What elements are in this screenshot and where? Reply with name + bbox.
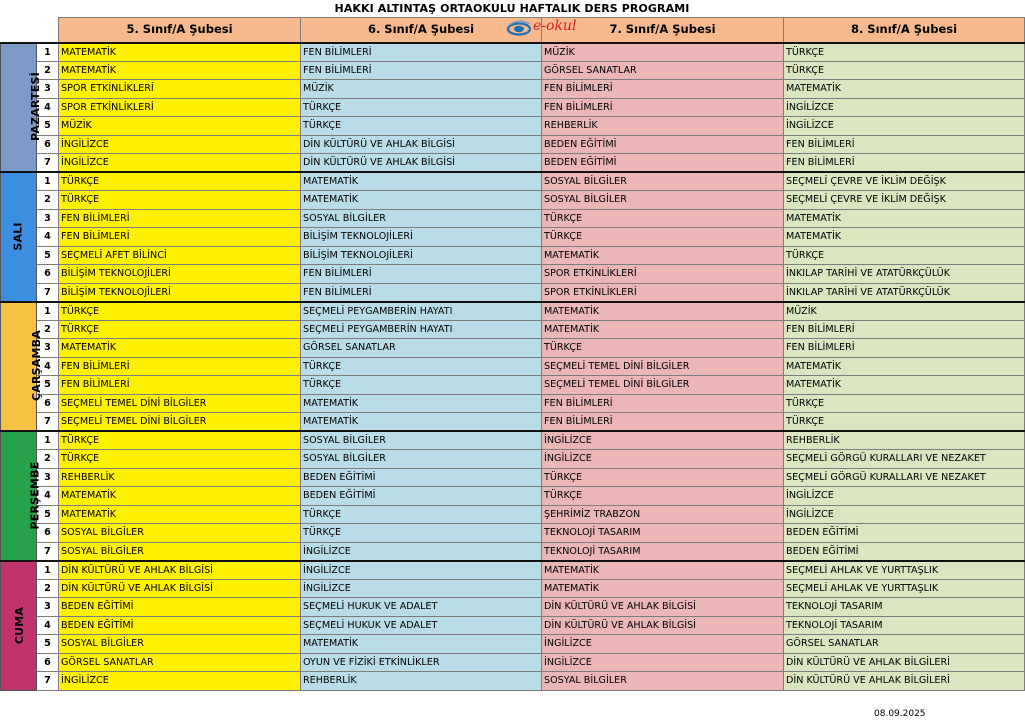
schedule-row [1, 117, 1025, 136]
period-number: 2 [37, 579, 59, 598]
schedule-row [1, 209, 1025, 228]
lesson-5a: SPOR ETKİNLİKLERİ [59, 98, 301, 117]
lesson-5a: SOSYAL BİLGİLER [59, 542, 301, 561]
schedule-row [1, 598, 1025, 617]
period-number: 1 [37, 561, 59, 580]
schedule-row [1, 487, 1025, 506]
lesson-7a: TÜRKÇE [542, 209, 784, 228]
lesson-5a: MATEMATİK [59, 487, 301, 506]
lesson-8a: TEKNOLOJİ TASARIM [784, 616, 1025, 635]
lesson-7a: TÜRKÇE [542, 228, 784, 247]
schedule-row [1, 246, 1025, 265]
period-number: 1 [37, 172, 59, 191]
lesson-6a: FEN BİLİMLERİ [301, 283, 542, 302]
header-blank-num [37, 18, 59, 43]
period-number: 4 [37, 228, 59, 247]
lesson-6a: TÜRKÇE [301, 98, 542, 117]
schedule-row [1, 228, 1025, 247]
lesson-7a: FEN BİLİMLERİ [542, 413, 784, 432]
lesson-5a: İNGİLİZCE [59, 672, 301, 691]
period-number: 1 [37, 302, 59, 321]
lesson-7a: SOSYAL BİLGİLER [542, 191, 784, 210]
lesson-5a: TÜRKÇE [59, 320, 301, 339]
e-okul-logo [506, 17, 616, 39]
schedule-row [1, 616, 1025, 635]
day-label-text: ÇARŞAMBA [29, 330, 43, 402]
schedule-row [1, 635, 1025, 654]
lesson-6a: DİN KÜLTÜRÜ VE AHLAK BİLGİSİ [301, 154, 542, 173]
lesson-5a: BİLİŞİM TEKNOLOJİLERİ [59, 265, 301, 284]
lesson-8a: MATEMATİK [784, 376, 1025, 395]
lesson-6a: BİLİŞİM TEKNOLOJİLERİ [301, 228, 542, 247]
schedule-row [1, 283, 1025, 302]
e-okul-logo-text: e-okul [533, 18, 577, 34]
lesson-7a: MATEMATİK [542, 561, 784, 580]
lesson-7a: FEN BİLİMLERİ [542, 80, 784, 99]
lesson-7a: TÜRKÇE [542, 339, 784, 358]
lesson-7a: TÜRKÇE [542, 468, 784, 487]
lesson-5a: GÖRSEL SANATLAR [59, 653, 301, 672]
lesson-7a: BEDEN EĞİTİMİ [542, 154, 784, 173]
lesson-5a: BEDEN EĞİTİMİ [59, 616, 301, 635]
header-blank [1, 18, 37, 43]
period-number: 7 [37, 283, 59, 302]
lesson-8a: BEDEN EĞİTİMİ [784, 524, 1025, 543]
schedule-row [1, 524, 1025, 543]
lesson-5a: İNGİLİZCE [59, 135, 301, 154]
period-number: 3 [37, 598, 59, 617]
lesson-8a: İNKILAP TARİHİ VE ATATÜRKÇÜLÜK [784, 265, 1025, 284]
schedule-row [1, 653, 1025, 672]
lesson-7a: GÖRSEL SANATLAR [542, 61, 784, 80]
period-number: 5 [37, 376, 59, 395]
e-okul-swoosh-icon [506, 19, 532, 37]
lesson-7a: TÜRKÇE [542, 487, 784, 506]
schedule-row [1, 172, 1025, 191]
lesson-8a: MÜZİK [784, 302, 1025, 321]
lesson-5a: MATEMATİK [59, 505, 301, 524]
lesson-5a: MATEMATİK [59, 339, 301, 358]
lesson-5a: DİN KÜLTÜRÜ VE AHLAK BİLGİSİ [59, 579, 301, 598]
lesson-6a: İNGİLİZCE [301, 561, 542, 580]
lesson-5a: FEN BİLİMLERİ [59, 228, 301, 247]
schedule-row [1, 61, 1025, 80]
lesson-6a: SOSYAL BİLGİLER [301, 431, 542, 450]
period-number: 7 [37, 672, 59, 691]
lesson-7a: TEKNOLOJİ TASARIM [542, 524, 784, 543]
lesson-8a: TÜRKÇE [784, 43, 1025, 62]
lesson-7a: MATEMATİK [542, 320, 784, 339]
lesson-6a: BEDEN EĞİTİMİ [301, 468, 542, 487]
lesson-8a: İNGİLİZCE [784, 98, 1025, 117]
lesson-7a: FEN BİLİMLERİ [542, 394, 784, 413]
schedule-row [1, 376, 1025, 395]
lesson-6a: TÜRKÇE [301, 505, 542, 524]
lesson-7a: SOSYAL BİLGİLER [542, 172, 784, 191]
day-label-text: SALI [12, 222, 25, 251]
period-number: 7 [37, 154, 59, 173]
lesson-5a: TÜRKÇE [59, 450, 301, 469]
day-label [1, 43, 42, 173]
period-number: 4 [37, 357, 59, 376]
lesson-8a: TEKNOLOJİ TASARIM [784, 598, 1025, 617]
schedule-row [1, 413, 1025, 432]
period-number: 5 [37, 505, 59, 524]
lesson-6a: SEÇMELİ PEYGAMBERİN HAYATI [301, 302, 542, 321]
lesson-5a: TÜRKÇE [59, 172, 301, 191]
lesson-6a: GÖRSEL SANATLAR [301, 339, 542, 358]
lesson-6a: BİLİŞİM TEKNOLOJİLERİ [301, 246, 542, 265]
schedule-row [1, 505, 1025, 524]
lesson-6a: İNGİLİZCE [301, 542, 542, 561]
lesson-7a: TEKNOLOJİ TASARIM [542, 542, 784, 561]
lesson-6a: SEÇMELİ PEYGAMBERİN HAYATI [301, 320, 542, 339]
lesson-5a: BEDEN EĞİTİMİ [59, 598, 301, 617]
schedule-row [1, 431, 1025, 450]
lesson-7a: MATEMATİK [542, 302, 784, 321]
lesson-6a: MATEMATİK [301, 191, 542, 210]
column-header-7a: 7. Sınıf/A Şubesi [542, 18, 784, 43]
period-number: 5 [37, 117, 59, 136]
lesson-7a: SOSYAL BİLGİLER [542, 672, 784, 691]
lesson-8a: SEÇMELİ ÇEVRE VE İKLİM DEĞİŞK [784, 191, 1025, 210]
schedule-row [1, 561, 1025, 580]
schedule-row [1, 468, 1025, 487]
day-label [1, 302, 43, 432]
period-number: 3 [37, 339, 59, 358]
schedule-row [1, 450, 1025, 469]
schedule-row [1, 302, 1025, 321]
period-number: 5 [37, 246, 59, 265]
lesson-8a: TÜRKÇE [784, 61, 1025, 80]
period-number: 3 [37, 80, 59, 99]
lesson-7a: FEN BİLİMLERİ [542, 98, 784, 117]
lesson-6a: FEN BİLİMLERİ [301, 43, 542, 62]
schedule-row [1, 135, 1025, 154]
schedule-row [1, 579, 1025, 598]
schedule-row [1, 191, 1025, 210]
schedule-row [1, 542, 1025, 561]
lesson-7a: İNGİLİZCE [542, 450, 784, 469]
lesson-6a: REHBERLİK [301, 672, 542, 691]
period-number: 2 [37, 320, 59, 339]
lesson-8a: İNGİLİZCE [784, 487, 1025, 506]
column-header-5a: 5. Sınıf/A Şubesi [59, 18, 301, 43]
lesson-8a: FEN BİLİMLERİ [784, 339, 1025, 358]
schedule-row [1, 357, 1025, 376]
lesson-5a: SEÇMELİ TEMEL DİNİ BİLGİLER [59, 413, 301, 432]
period-number: 3 [37, 209, 59, 228]
lesson-8a: TÜRKÇE [784, 246, 1025, 265]
lesson-8a: MATEMATİK [784, 209, 1025, 228]
period-number: 6 [37, 394, 59, 413]
lesson-8a: FEN BİLİMLERİ [784, 135, 1025, 154]
lesson-8a: İNGİLİZCE [784, 505, 1025, 524]
lesson-6a: TÜRKÇE [301, 357, 542, 376]
lesson-5a: SPOR ETKİNLİKLERİ [59, 80, 301, 99]
lesson-5a: İNGİLİZCE [59, 154, 301, 173]
lesson-5a: SEÇMELİ AFET BİLİNCİ [59, 246, 301, 265]
lesson-7a: DİN KÜLTÜRÜ VE AHLAK BİLGİSİ [542, 616, 784, 635]
column-header-8a: 8. Sınıf/A Şubesi [784, 18, 1025, 43]
lesson-6a: DİN KÜLTÜRÜ VE AHLAK BİLGİSİ [301, 135, 542, 154]
column-header-6a: 6. Sınıf/A Şubesi [301, 18, 542, 43]
page-title: HAKKI ALTINTAŞ ORTAOKULU HAFTALIK DERS PROGRAMI [334, 2, 690, 15]
lesson-6a: SOSYAL BİLGİLER [301, 209, 542, 228]
lesson-7a: MÜZİK [542, 43, 784, 62]
day-label-text: PERŞEMBE [28, 461, 42, 530]
period-number: 4 [37, 487, 59, 506]
period-number: 2 [37, 191, 59, 210]
lesson-8a: TÜRKÇE [784, 413, 1025, 432]
period-number: 3 [37, 468, 59, 487]
period-number: 7 [37, 413, 59, 432]
lesson-5a: FEN BİLİMLERİ [59, 357, 301, 376]
period-number: 4 [37, 98, 59, 117]
print-date: 08.09.2025 [874, 709, 926, 719]
lesson-8a: SEÇMELİ AHLAK VE YURTTAŞLIK [784, 579, 1025, 598]
lesson-7a: MATEMATİK [542, 246, 784, 265]
schedule-table [0, 17, 1025, 691]
lesson-5a: BİLİŞİM TEKNOLOJİLERİ [59, 283, 301, 302]
period-number: 2 [37, 61, 59, 80]
period-number: 1 [37, 431, 59, 450]
lesson-6a: FEN BİLİMLERİ [301, 61, 542, 80]
lesson-7a: İNGİLİZCE [542, 653, 784, 672]
day-label [1, 561, 37, 691]
lesson-5a: MÜZİK [59, 117, 301, 136]
lesson-8a: TÜRKÇE [784, 394, 1025, 413]
schedule-row [1, 339, 1025, 358]
lesson-8a: MATEMATİK [784, 357, 1025, 376]
schedule-body [1, 43, 1025, 691]
lesson-6a: TÜRKÇE [301, 524, 542, 543]
lesson-5a: SOSYAL BİLGİLER [59, 635, 301, 654]
lesson-7a: SEÇMELİ TEMEL DİNİ BİLGİLER [542, 357, 784, 376]
lesson-7a: ŞEHRİMİZ TRABZON [542, 505, 784, 524]
lesson-8a: FEN BİLİMLERİ [784, 154, 1025, 173]
lesson-8a: GÖRSEL SANATLAR [784, 635, 1025, 654]
lesson-5a: MATEMATİK [59, 43, 301, 62]
lesson-7a: BEDEN EĞİTİMİ [542, 135, 784, 154]
day-label [1, 431, 42, 561]
period-number: 6 [37, 265, 59, 284]
schedule-row [1, 265, 1025, 284]
period-number: 2 [37, 450, 59, 469]
schedule-row [1, 672, 1025, 691]
lesson-7a: DİN KÜLTÜRÜ VE AHLAK BİLGİSİ [542, 598, 784, 617]
schedule-row [1, 98, 1025, 117]
period-number: 7 [37, 542, 59, 561]
lesson-8a: İNGİLİZCE [784, 117, 1025, 136]
lesson-8a: MATEMATİK [784, 228, 1025, 247]
schedule-row [1, 154, 1025, 173]
lesson-6a: OYUN VE FİZİKİ ETKİNLİKLER [301, 653, 542, 672]
period-number: 6 [37, 524, 59, 543]
lesson-5a: FEN BİLİMLERİ [59, 209, 301, 228]
lesson-7a: REHBERLİK [542, 117, 784, 136]
lesson-6a: BEDEN EĞİTİMİ [301, 487, 542, 506]
lesson-8a: BEDEN EĞİTİMİ [784, 542, 1025, 561]
period-number: 5 [37, 635, 59, 654]
lesson-6a: MATEMATİK [301, 413, 542, 432]
lesson-5a: DİN KÜLTÜRÜ VE AHLAK BİLGİSİ [59, 561, 301, 580]
lesson-6a: TÜRKÇE [301, 376, 542, 395]
lesson-6a: MATEMATİK [301, 635, 542, 654]
day-label-text: CUMA [13, 606, 27, 644]
lesson-6a: MÜZİK [301, 80, 542, 99]
lesson-6a: SEÇMELİ HUKUK VE ADALET [301, 616, 542, 635]
lesson-8a: İNKILAP TARİHİ VE ATATÜRKÇÜLÜK [784, 283, 1025, 302]
lesson-5a: TÜRKÇE [59, 191, 301, 210]
period-number: 4 [37, 616, 59, 635]
lesson-5a: MATEMATİK [59, 61, 301, 80]
lesson-6a: SEÇMELİ HUKUK VE ADALET [301, 598, 542, 617]
lesson-8a: SEÇMELİ GÖRGÜ KURALLARI VE NEZAKET [784, 468, 1025, 487]
lesson-8a: SEÇMELİ ÇEVRE VE İKLİM DEĞİŞK [784, 172, 1025, 191]
schedule-row [1, 43, 1025, 62]
lesson-5a: SEÇMELİ TEMEL DİNİ BİLGİLER [59, 394, 301, 413]
schedule-row [1, 80, 1025, 99]
lesson-6a: İNGİLİZCE [301, 579, 542, 598]
lesson-7a: SPOR ETKİNLİKLERİ [542, 265, 784, 284]
lesson-7a: SPOR ETKİNLİKLERİ [542, 283, 784, 302]
lesson-8a: SEÇMELİ GÖRGÜ KURALLARI VE NEZAKET [784, 450, 1025, 469]
period-number: 6 [37, 653, 59, 672]
lesson-8a: DİN KÜLTÜRÜ VE AHLAK BİLGİLERİ [784, 672, 1025, 691]
period-number: 6 [37, 135, 59, 154]
lesson-6a: TÜRKÇE [301, 117, 542, 136]
lesson-7a: İNGİLİZCE [542, 635, 784, 654]
lesson-6a: SOSYAL BİLGİLER [301, 450, 542, 469]
lesson-7a: İNGİLİZCE [542, 431, 784, 450]
schedule-row [1, 320, 1025, 339]
lesson-5a: FEN BİLİMLERİ [59, 376, 301, 395]
lesson-7a: MATEMATİK [542, 579, 784, 598]
lesson-8a: DİN KÜLTÜRÜ VE AHLAK BİLGİLERİ [784, 653, 1025, 672]
lesson-5a: REHBERLİK [59, 468, 301, 487]
lesson-6a: MATEMATİK [301, 172, 542, 191]
lesson-5a: TÜRKÇE [59, 302, 301, 321]
lesson-8a: SEÇMELİ AHLAK VE YURTTAŞLIK [784, 561, 1025, 580]
lesson-8a: REHBERLİK [784, 431, 1025, 450]
lesson-7a: SEÇMELİ TEMEL DİNİ BİLGİLER [542, 376, 784, 395]
schedule-row [1, 394, 1025, 413]
lesson-5a: TÜRKÇE [59, 431, 301, 450]
day-label [1, 172, 37, 302]
lesson-6a: FEN BİLİMLERİ [301, 265, 542, 284]
lesson-6a: MATEMATİK [301, 394, 542, 413]
period-number: 1 [37, 43, 59, 62]
lesson-5a: SOSYAL BİLGİLER [59, 524, 301, 543]
lesson-8a: MATEMATİK [784, 80, 1025, 99]
lesson-8a: FEN BİLİMLERİ [784, 320, 1025, 339]
day-label-text: PAZARTESİ [28, 72, 42, 142]
